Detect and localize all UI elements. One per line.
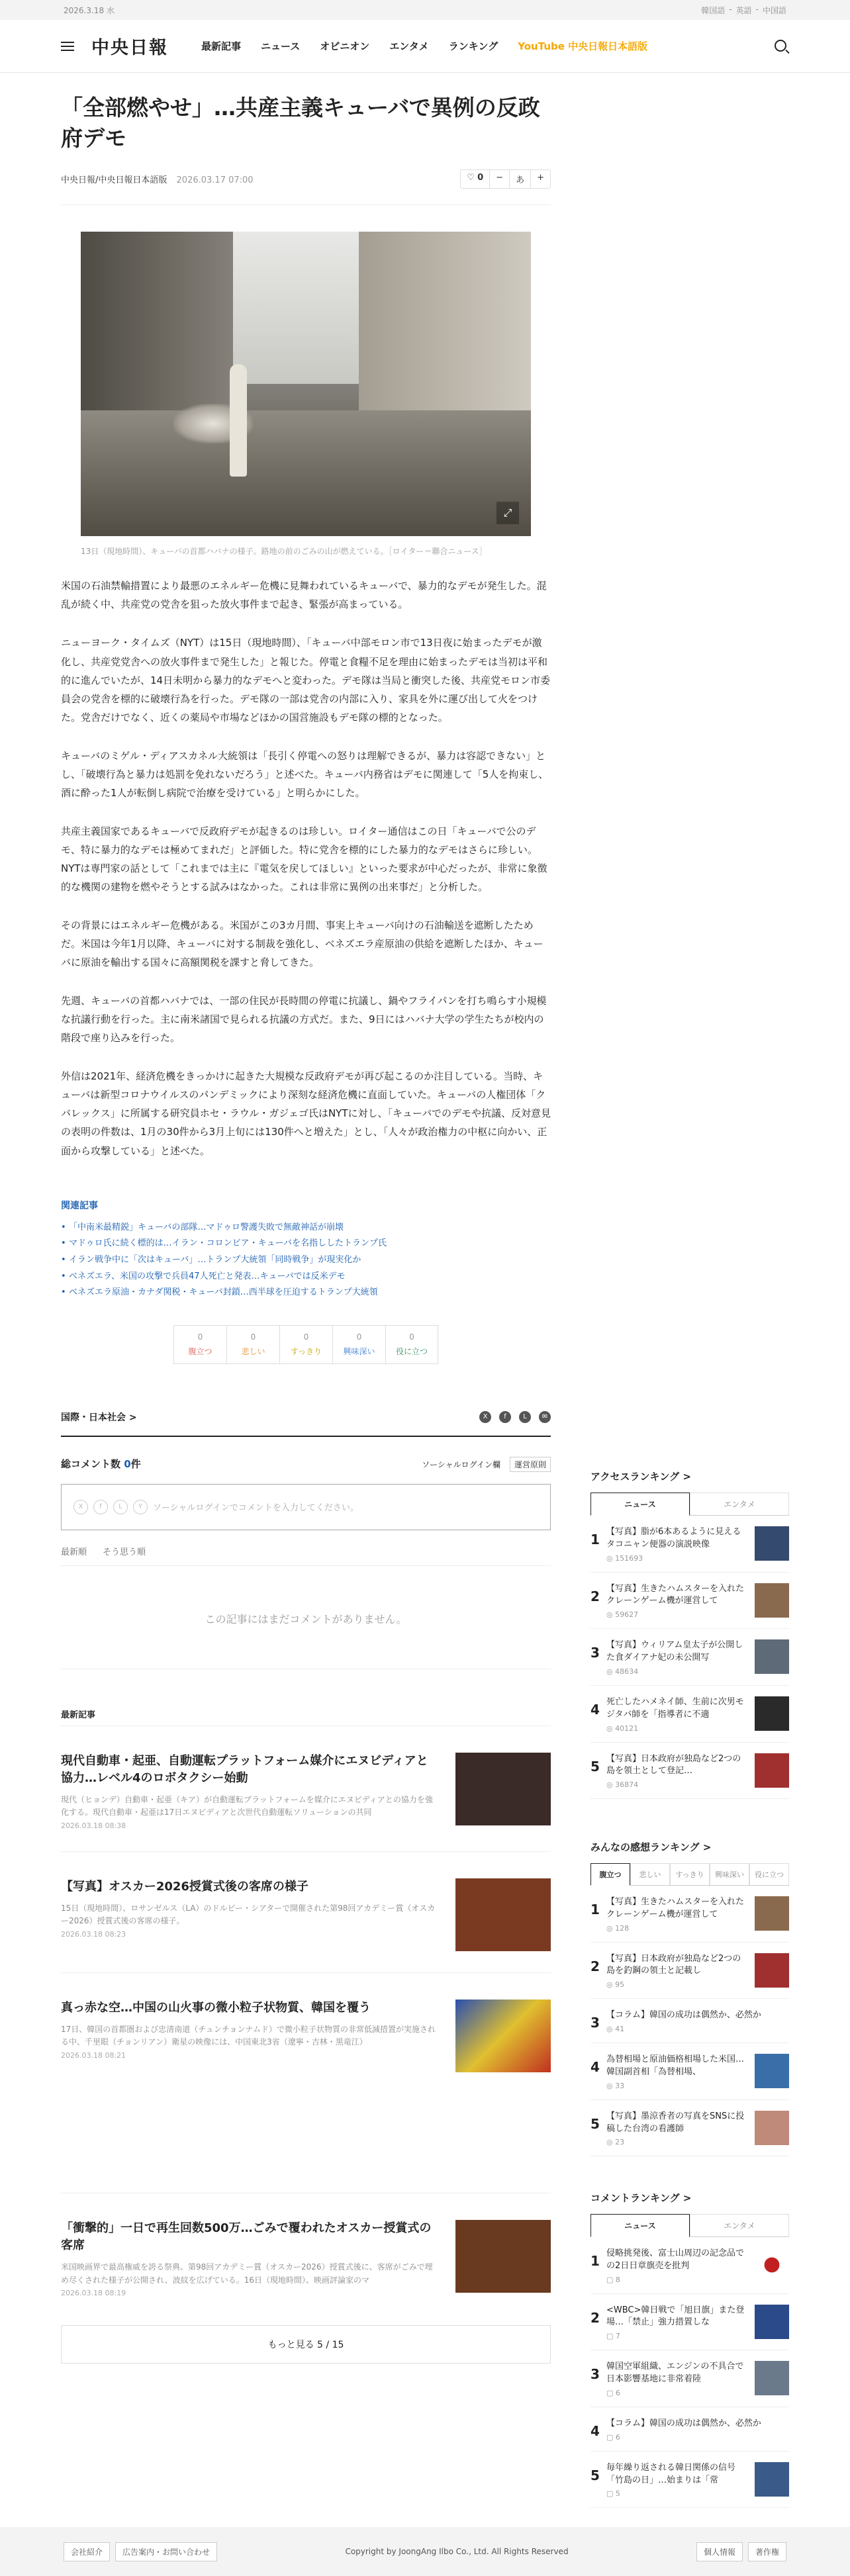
comment-ranking: [590, 2191, 789, 2508]
footer-company-link[interactable]: 会社紹介: [64, 2542, 110, 2561]
ranking-item[interactable]: 5 【写真】日本政府が独島など2つの島を領土として登記… ◎ 36874: [590, 1743, 789, 1800]
related-link[interactable]: • 「中南米最精鋭」キューバの部隊…マドゥロ警護失敗で無敵神話が崩壊: [61, 1220, 551, 1236]
ranking-item[interactable]: 1 【写真】脂が6本あるように見えるタコニャン便器の演説映像 ◎ 151693: [590, 1516, 789, 1573]
access-ranking-title[interactable]: アクセスランキング >: [590, 1471, 691, 1483]
expand-icon[interactable]: ⤢: [496, 502, 519, 524]
social-login-toggle[interactable]: ソーシャルログイン欄: [422, 1459, 500, 1469]
yahoo-login-icon[interactable]: Y: [133, 1500, 148, 1514]
related-articles: [61, 1199, 551, 1301]
facebook-login-icon[interactable]: f: [93, 1500, 108, 1514]
article-source[interactable]: 中央日報/中央日報日本語版: [61, 175, 167, 186]
line-login-icon[interactable]: L: [113, 1500, 128, 1514]
footer-ad-link[interactable]: 広告案内・お問い合わせ: [115, 2542, 217, 2561]
ranking-item[interactable]: 5 毎年繰り返される韓日関係の信号「竹島の日」…始まりは「常 ▢ 5: [590, 2452, 789, 2508]
reaction-interesting[interactable]: 0 興味深い: [332, 1325, 385, 1364]
site-header: [0, 20, 850, 73]
today-date: 2026.3.18 水: [64, 5, 115, 15]
ranking-item[interactable]: 2 <WBC>韓日戦で「旭日旗」また登場…「禁止」強力措置しな ▢ 7: [590, 2294, 789, 2351]
ranking-item[interactable]: 5 【写真】墨涼香者の写真をSNSに投稿した台湾の看護師 ◎ 23: [590, 2100, 789, 2157]
category-link[interactable]: 国際・日本社会 >: [61, 1412, 137, 1423]
reaction-refreshed[interactable]: 0 すっきり: [279, 1325, 332, 1364]
latest-title: 最新記事: [61, 1710, 96, 1720]
lang-chinese-link[interactable]: 中国語: [762, 5, 786, 15]
article-date: 2026.03.17 07:00: [176, 175, 254, 186]
latest-article[interactable]: 「衝撃的」一日で再生回数500万…ごみで覆われたオスカー授賞式の客席 米国映画界で最高権威を誇る祭典、第98回アカデミー賞（オスカー2026）授賞式後に、客席がごみで埋め尽くされた様子が公開され、波紋を広げている。16日（現地時間）、映画評論家のマ 2026.03.18 08:19: [61, 2193, 551, 2319]
related-link[interactable]: • イラン戦争中に「次はキューバ」…トランプ大統領「同時戦争」が現実化か: [61, 1252, 551, 1269]
article-thumbnail: [455, 2220, 551, 2293]
nav-opinion[interactable]: オピニオン: [320, 40, 370, 52]
comment-sort: [61, 1545, 551, 1566]
related-link[interactable]: • ベネズエラ、米国の攻撃で兵員47人死亡と発表…キューバでは反米デモ: [61, 1269, 551, 1285]
comments-header: 総コメント数 0件 ソーシャルログイン欄 運営原則: [61, 1457, 551, 1472]
article-body: [61, 576, 551, 1160]
tab-entertainment[interactable]: エンタメ: [690, 1493, 789, 1515]
tab-refreshed[interactable]: すっきり: [670, 1863, 710, 1885]
top-utility-bar: [0, 0, 850, 20]
comment-placeholder: ソーシャルログインでコメントを入力してください。: [153, 1503, 359, 1514]
tab-sad[interactable]: 悲しい: [630, 1863, 670, 1885]
font-decrease-button[interactable]: −: [490, 170, 510, 188]
tab-news[interactable]: ニュース: [590, 2214, 690, 2237]
article-title: 「全部燃やせ」…共産主義キューバで異例の反政府デモ: [61, 95, 540, 152]
nav-latest[interactable]: 最新記事: [201, 40, 242, 52]
related-link[interactable]: • マドゥロ氏に続く標的は…イラン・コロンビア・キューバを名指ししたトランプ氏: [61, 1236, 551, 1252]
article-tools: [460, 169, 551, 189]
sort-agree[interactable]: そう思う順: [103, 1547, 146, 1557]
rules-button[interactable]: 運営原則: [510, 1457, 551, 1472]
no-comments-message: この記事にはまだコメントがありません。: [61, 1566, 551, 1669]
like-button[interactable]: ♡ 0: [461, 170, 490, 188]
latest-article[interactable]: 真っ赤な空…中国の山火事の微小粒子状物質、韓国を覆う 17日、韓国の首都圏および忠清南道（チュンチョンナムド）で微小粒子状物質の非常低減措置が実施される中、千里眼（チョンリアン）衛星の映像には、中国東北3省（遼寧・吉林・黒竜江） 2026.03.18 08:21: [61, 1972, 551, 2093]
tab-interesting[interactable]: 興味深い: [710, 1863, 749, 1885]
paragraph: その背景にはエネルギー危機がある。米国がこの3カ月間、事実上キューバ向けの石油輸送を遮断したためだ。米国は今年1月以降、キューバに対する制裁を強化し、ベネズエラ産原油の供給を遮断したほか、キューバに原油を輸出する国々に高額関税を課すと脅してきた。: [61, 919, 543, 969]
ranking-item[interactable]: 3 韓国空軍組織、エンジンの不具合で日本影響基地に非常着陸 ▢ 6: [590, 2350, 789, 2407]
ranking-item[interactable]: 2 【写真】日本政府が独島など2つの島を釣鋼の領土と記載し ◎ 95: [590, 1943, 789, 2000]
paragraph: キューバのミゲル・ディアスカネル大統領は「長引く停電への怒りは理解できるが、暴力は容認できない」とし、「破壊行為と暴力は処罰を免れないだろう」と述べた。キューバ内務省はデモに関連して「5人を拘束し、酒に酔った1人が転倒し病院で治療を受けている」と明らかにした。: [61, 749, 549, 799]
paragraph: ニューヨーク・タイムズ（NYT）は15日（現地時間）、「キューバ中部モロン市で13日夜に始まったデモが激化し、共産党党舎への放火事件まで発生した」と報じた。停電と食糧不足を理由に始まったデモは当初は平和的に進んでいたが、14日未明から暴力的なデモへと変わった。デモ隊は当局と衝突した後、共産党モロン市委員会の党舎を標的に破壊行為を行った。デモ隊の一部は党舎の内部に入り、家具を外に運び出して火をつけた。党舎だけでなく、近くの薬局や市場などほかの国営施設もデモ隊の標的となった。: [61, 637, 550, 723]
ranking-item[interactable]: 3 【コラム】韓国の成功は偶然か、必然か ◎ 41: [590, 1999, 789, 2043]
lang-english-link[interactable]: 英語: [735, 5, 752, 15]
language-links: 韓国語 - 英語 - 中国語: [701, 4, 786, 15]
article-thumbnail: [455, 1878, 551, 1951]
paragraph: 共産主義国家であるキューバで反政府デモが起きるのは珍しい。ロイター通信はこの日「キューバで公のデモ、特に暴力的なデモは極めてまれだ」と評価した。特に党舎を標的にした暴力的なデモはさらに珍しい。NYTは専門家の話として「これまでは主に『電気を戻してほしい』といった要求が中心だったが、非常に象徴的な機関の建物を燃やそうとする試みはなかった。これは非常に異例の出来事だ」と分析した。: [61, 825, 547, 893]
latest-article[interactable]: 【写真】オスカー2026授賞式後の客席の様子 15日（現地時間）、ロサンゼルス（LA）のドルビー・シアターで開催された第98回アカデミー賞（オスカー2026）授賞式後の客席の様子。 2026.03.18 08:23: [61, 1851, 551, 1972]
paragraph: 外信は2021年、経済危機をきっかけに起きた大規模な反政府デモが再び起こるのか注目している。当時、キューバは新型コロナウイルスのパンデミックにより深刻な経済危機に直面していた。キューバの人権団体「クバレックス」に所属する研究員ホセ・ラウル・ガジェゴ氏はNYTに対し、「キューバでのデモや抗議、反対意見の表明の件数は、1月の30件から3月上旬には130件へと増えた」とし、「人々が政治権力の中枢に向かい、正面から攻撃している」と述べた。: [61, 1070, 551, 1157]
nav-news[interactable]: ニュース: [261, 40, 301, 52]
comment-count: 0: [124, 1457, 131, 1470]
reaction-sad[interactable]: 0 悲しい: [226, 1325, 279, 1364]
tab-news[interactable]: ニュース: [590, 1493, 690, 1516]
copyright: Copyright by JoongAng Ilbo Co., Ltd. All Rights Reserved: [345, 2547, 569, 2556]
reaction-buttons: [61, 1325, 551, 1364]
emotion-ranking: [590, 1840, 789, 2156]
ranking-tabs: [590, 1493, 789, 1516]
site-logo[interactable]: 中央日報: [91, 38, 168, 58]
paragraph: 先週、キューバの首都ハバナでは、一部の住民が長時間の停電に抗議し、鍋やフライパンを打ち鳴らす小規模な抗議行動を行った。主に南米諸国で見られる抗議の方式だ。また、9日にはハバナ大学の学生たちが校内の階段で座り込みを行った。: [61, 995, 547, 1044]
line-share-icon[interactable]: L: [519, 1411, 531, 1423]
ranking-item[interactable]: 4 死亡したハメネイ師、生前に次男モジタバ師を「指導者に不適 ◎ 40121: [590, 1686, 789, 1743]
tab-helpful[interactable]: 役に立つ: [749, 1863, 789, 1885]
ranking-item[interactable]: 2 【写真】生きたハムスターを入れたクレーンゲーム機が運営して ◎ 59627: [590, 1573, 789, 1630]
related-link[interactable]: • ベネズエラ原油・カナダ関税・キューバ封鎖…西半球を圧迫するトランプ大統領: [61, 1285, 551, 1301]
reaction-helpful[interactable]: 0 役に立つ: [385, 1325, 438, 1364]
tab-entertainment[interactable]: エンタメ: [690, 2214, 789, 2236]
lang-korean-link[interactable]: 韓国語: [701, 5, 726, 15]
x-share-icon[interactable]: X: [479, 1411, 491, 1423]
article-thumbnail: [455, 2000, 551, 2072]
more-button[interactable]: もっと見る 5 / 15: [61, 2325, 551, 2364]
font-size-label: あ: [510, 170, 531, 188]
ranking-item[interactable]: 3 【写真】ウィリアム皇太子が公開した食ダイアナ妃の未公開写 ◎ 48634: [590, 1629, 789, 1686]
article-photo: [81, 232, 531, 536]
article-thumbnail: [455, 1753, 551, 1825]
photo-caption: 13日（現地時間）、キューバの首都ハバナの様子。路地の前のごみの山が燃えている。［ロイター＝聯合ニュース］: [81, 547, 487, 557]
emotion-tabs: [590, 1863, 789, 1886]
reaction-angry[interactable]: 0 腹立つ: [173, 1325, 226, 1364]
tab-angry[interactable]: 腹立つ: [590, 1863, 630, 1886]
main-nav: [201, 39, 647, 53]
comment-ranking-tabs: [590, 2214, 789, 2237]
related-title: 関連記事: [61, 1200, 98, 1211]
facebook-share-icon[interactable]: f: [499, 1411, 511, 1423]
font-increase-button[interactable]: +: [537, 173, 544, 183]
nav-ranking[interactable]: ランキング: [448, 40, 498, 52]
search-icon[interactable]: [775, 40, 786, 52]
ranking-item[interactable]: 4 【コラム】韓国の成功は偶然か、必然か ▢ 6: [590, 2407, 789, 2452]
footer-privacy-link[interactable]: 個人情報: [696, 2542, 743, 2561]
category-bar: [61, 1410, 551, 1437]
site-footer: [0, 2527, 850, 2576]
nav-entertainment[interactable]: エンタメ: [389, 40, 429, 52]
article-meta: [61, 169, 551, 205]
footer-copyright-link[interactable]: 著作権: [748, 2542, 786, 2561]
x-login-icon[interactable]: X: [73, 1500, 88, 1514]
access-ranking: [590, 1469, 789, 1799]
comment-input[interactable]: [61, 1484, 551, 1530]
article-main: [61, 73, 551, 2364]
paragraph: 米国の石油禁輸措置により最悪のエネルギー危機に見舞われているキューバで、暴力的なデモが発生した。混乱が続く中、共産党の党舎を狙った放火事件まで起き、緊張が高まっている。: [61, 580, 547, 611]
sort-latest[interactable]: 最新順: [61, 1547, 87, 1557]
ranking-item[interactable]: 1 【写真】生きたハムスターを入れたクレーンゲーム機が運営して ◎ 128: [590, 1886, 789, 1943]
emotion-ranking-title[interactable]: みんなの感想ランキング >: [590, 1841, 712, 1853]
ranking-item[interactable]: 4 為替相場と原油価格相場した米国…韓国副首相「為替相場、 ◎ 33: [590, 2043, 789, 2100]
latest-article[interactable]: 現代自動車・起亜、自動運転プラットフォーム媒介にエヌビディアと協力…レベル4のロボタクシー始動 現代（ヒョンデ）自動車・起亜（キア）が自動運転プラットフォームを媒介にエヌビディアとの協力を強化する。現代自動車・起亜は17日エヌビディアと次世代自動運転ソリューションの共同 2026.03.18 08:38: [61, 1725, 551, 1851]
mail-share-icon[interactable]: ✉: [539, 1411, 551, 1423]
ranking-item[interactable]: 1 侵略挑発後、富士山周辺の記念品での2日日章旗売を批判 ▢ 8: [590, 2237, 789, 2294]
share-buttons: [479, 1411, 551, 1423]
nav-youtube[interactable]: YouTube 中央日報日本語版: [518, 40, 648, 52]
comment-ranking-title[interactable]: コメントランキング >: [590, 2192, 692, 2204]
menu-icon[interactable]: [61, 42, 74, 51]
